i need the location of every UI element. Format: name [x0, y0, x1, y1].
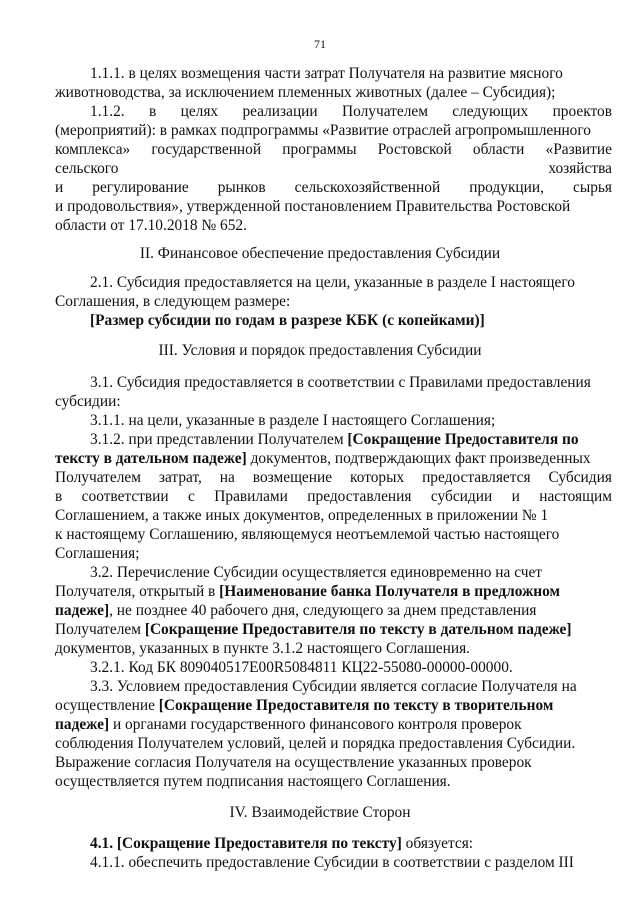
paragraph-line: осуществляется путем подписания настоящего Соглашения.: [55, 773, 451, 790]
word: Ростовской: [377, 141, 452, 158]
placeholder-text: [Размер субсидии по годам в разрезе КБК (с копейками)]: [90, 312, 485, 329]
page-number: 71: [314, 37, 326, 51]
text-run: документов, подтверждающих факт произведенных: [246, 450, 591, 467]
word: и: [511, 488, 520, 505]
paragraph-line: [55, 620, 612, 639]
placeholder-text: [Сокращение Предоставителя по тексту в творительном: [158, 697, 554, 714]
word: хозяйства: [548, 160, 612, 177]
paragraph-line: субсидии:: [55, 393, 121, 410]
placeholder-text: [Сокращение Предоставителя по: [347, 431, 579, 448]
text-run: обязуется:: [401, 835, 474, 852]
word: рынков: [217, 179, 266, 196]
word: и: [55, 179, 64, 196]
word: реализации: [242, 103, 318, 120]
paragraph-line: [55, 582, 612, 601]
placeholder-text: 4.1. [Сокращение Предоставителя по тексту]: [90, 835, 402, 852]
word: настоящим: [539, 488, 612, 505]
paragraph-line: [55, 449, 612, 468]
paragraph-line: Соглашения;: [55, 545, 140, 562]
paragraph-line: к настоящему Соглашению, являющемуся неотъемлемой частью настоящего: [55, 526, 560, 543]
paragraph-line: [55, 159, 612, 178]
section-heading: IV. Взаимодействие Сторон: [229, 804, 411, 821]
text-run: осуществление: [55, 697, 159, 714]
word: проектов: [552, 103, 612, 120]
text-run: 3.1.2. при представлении Получателем: [90, 431, 348, 448]
text-run: Получателя, открытый в: [55, 583, 220, 600]
paragraph-line: [90, 430, 612, 449]
word: области: [472, 141, 525, 158]
paragraph-line: 1.1.1. в целях возмещения части затрат Получателя на развитие мясного: [90, 65, 563, 82]
word: целях: [180, 103, 219, 120]
paragraph-line: [55, 487, 612, 506]
word: которых: [350, 469, 405, 486]
section-heading: III. Условия и порядок предоставления Субсидии: [158, 342, 482, 359]
word: продукции,: [469, 179, 544, 196]
paragraph-line: [55, 696, 612, 715]
paragraph-line: 3.1. Субсидия предоставляется в соответствии с Правилами предоставления: [90, 374, 591, 391]
paragraph-line: 3.1.1. на цели, указанные в разделе I настоящего Соглашения;: [90, 412, 496, 429]
paragraph-line: [90, 102, 612, 121]
word: возмещение: [252, 469, 333, 486]
paragraph-line: Соглашения, в следующем размере:: [55, 293, 291, 310]
word: комплекса»: [55, 141, 131, 158]
word: с: [188, 488, 195, 505]
word: «Развитие: [545, 141, 612, 158]
word: Субсидия: [548, 469, 612, 486]
word: на: [219, 469, 235, 486]
paragraph-line: области от 17.10.2018 № 652.: [55, 217, 247, 234]
paragraph-line: [55, 178, 612, 197]
text-run: и органами государственного финансового контроля проверок: [109, 716, 522, 733]
paragraph-line: Выражение согласия Получателя на осуществление указанных проверок: [55, 754, 532, 771]
paragraph-line: животноводства, за исключением племенных животных (далее – Субсидия);: [55, 84, 556, 101]
word: Получателем: [55, 469, 141, 486]
word: следующих: [452, 103, 529, 120]
paragraph-line: 2.1. Субсидия предоставляется на цели, указанные в разделе I настоящего: [90, 274, 575, 291]
word: соответствии: [81, 488, 169, 505]
word: сельского: [55, 160, 119, 177]
paragraph-line: [55, 601, 612, 620]
word: предоставления: [307, 488, 412, 505]
word: в: [55, 488, 63, 505]
word: 1.1.2.: [90, 103, 125, 120]
word: государственной: [151, 141, 262, 158]
word: затрат,: [158, 469, 202, 486]
paragraph-line: Соглашением, а также иных документов, определенных в приложении № 1: [55, 507, 549, 524]
paragraph-line: 4.1.1. обеспечить предоставление Субсидии в соответствии с разделом III: [90, 854, 574, 871]
paragraph-line: соблюдения Получателем условий, целей и порядка предоставления Субсидии.: [55, 735, 576, 752]
placeholder-text: тексту в дательном падеже]: [55, 450, 247, 467]
word: предоставляется: [422, 469, 531, 486]
word: программы: [282, 141, 357, 158]
word: субсидии: [430, 488, 493, 505]
paragraph-line: 3.3. Условием предоставления Субсидии является согласие Получателя на: [90, 678, 577, 695]
placeholder-text: [Сокращение Предоставителя по тексту в дательном падеже]: [144, 621, 572, 638]
placeholder-line: [90, 311, 612, 330]
paragraph-line: [90, 834, 612, 853]
word: регулирование: [92, 179, 189, 196]
section-heading: II. Финансовое обеспечение предоставления Субсидии: [139, 245, 501, 262]
word: сельскохозяйственной: [294, 179, 441, 196]
text-run: Получателем: [55, 621, 145, 638]
paragraph-line: документов, указанных в пункте 3.1.2 настоящего Соглашения.: [55, 640, 471, 657]
paragraph-line: [55, 715, 612, 734]
text-run: , не позднее 40 рабочего дня, следующего за днем представления: [109, 602, 537, 619]
placeholder-text: падеже]: [55, 602, 110, 619]
placeholder-text: падеже]: [55, 716, 110, 733]
paragraph-line: [55, 140, 612, 159]
word: Получателем: [341, 103, 428, 120]
paragraph-line: [55, 468, 612, 487]
placeholder-text: [Наименование банка Получателя в предложном: [219, 583, 561, 600]
paragraph-line: 3.2. Перечисление Субсидии осуществляется единовременно на счет: [90, 564, 543, 581]
word: сырья: [573, 179, 612, 196]
word: в: [148, 103, 157, 120]
word: Правилами: [214, 488, 288, 505]
paragraph-line: 3.2.1. Код БК 809040517E00R5084811 КЦ22-55080-00000-00000.: [90, 659, 513, 676]
paragraph-line: (мероприятий): в рамках подпрограммы «Развитие отраслей агропромышленного: [55, 122, 592, 139]
paragraph-line: и продовольствия», утвержденной постановлением Правительства Ростовской: [55, 198, 571, 215]
